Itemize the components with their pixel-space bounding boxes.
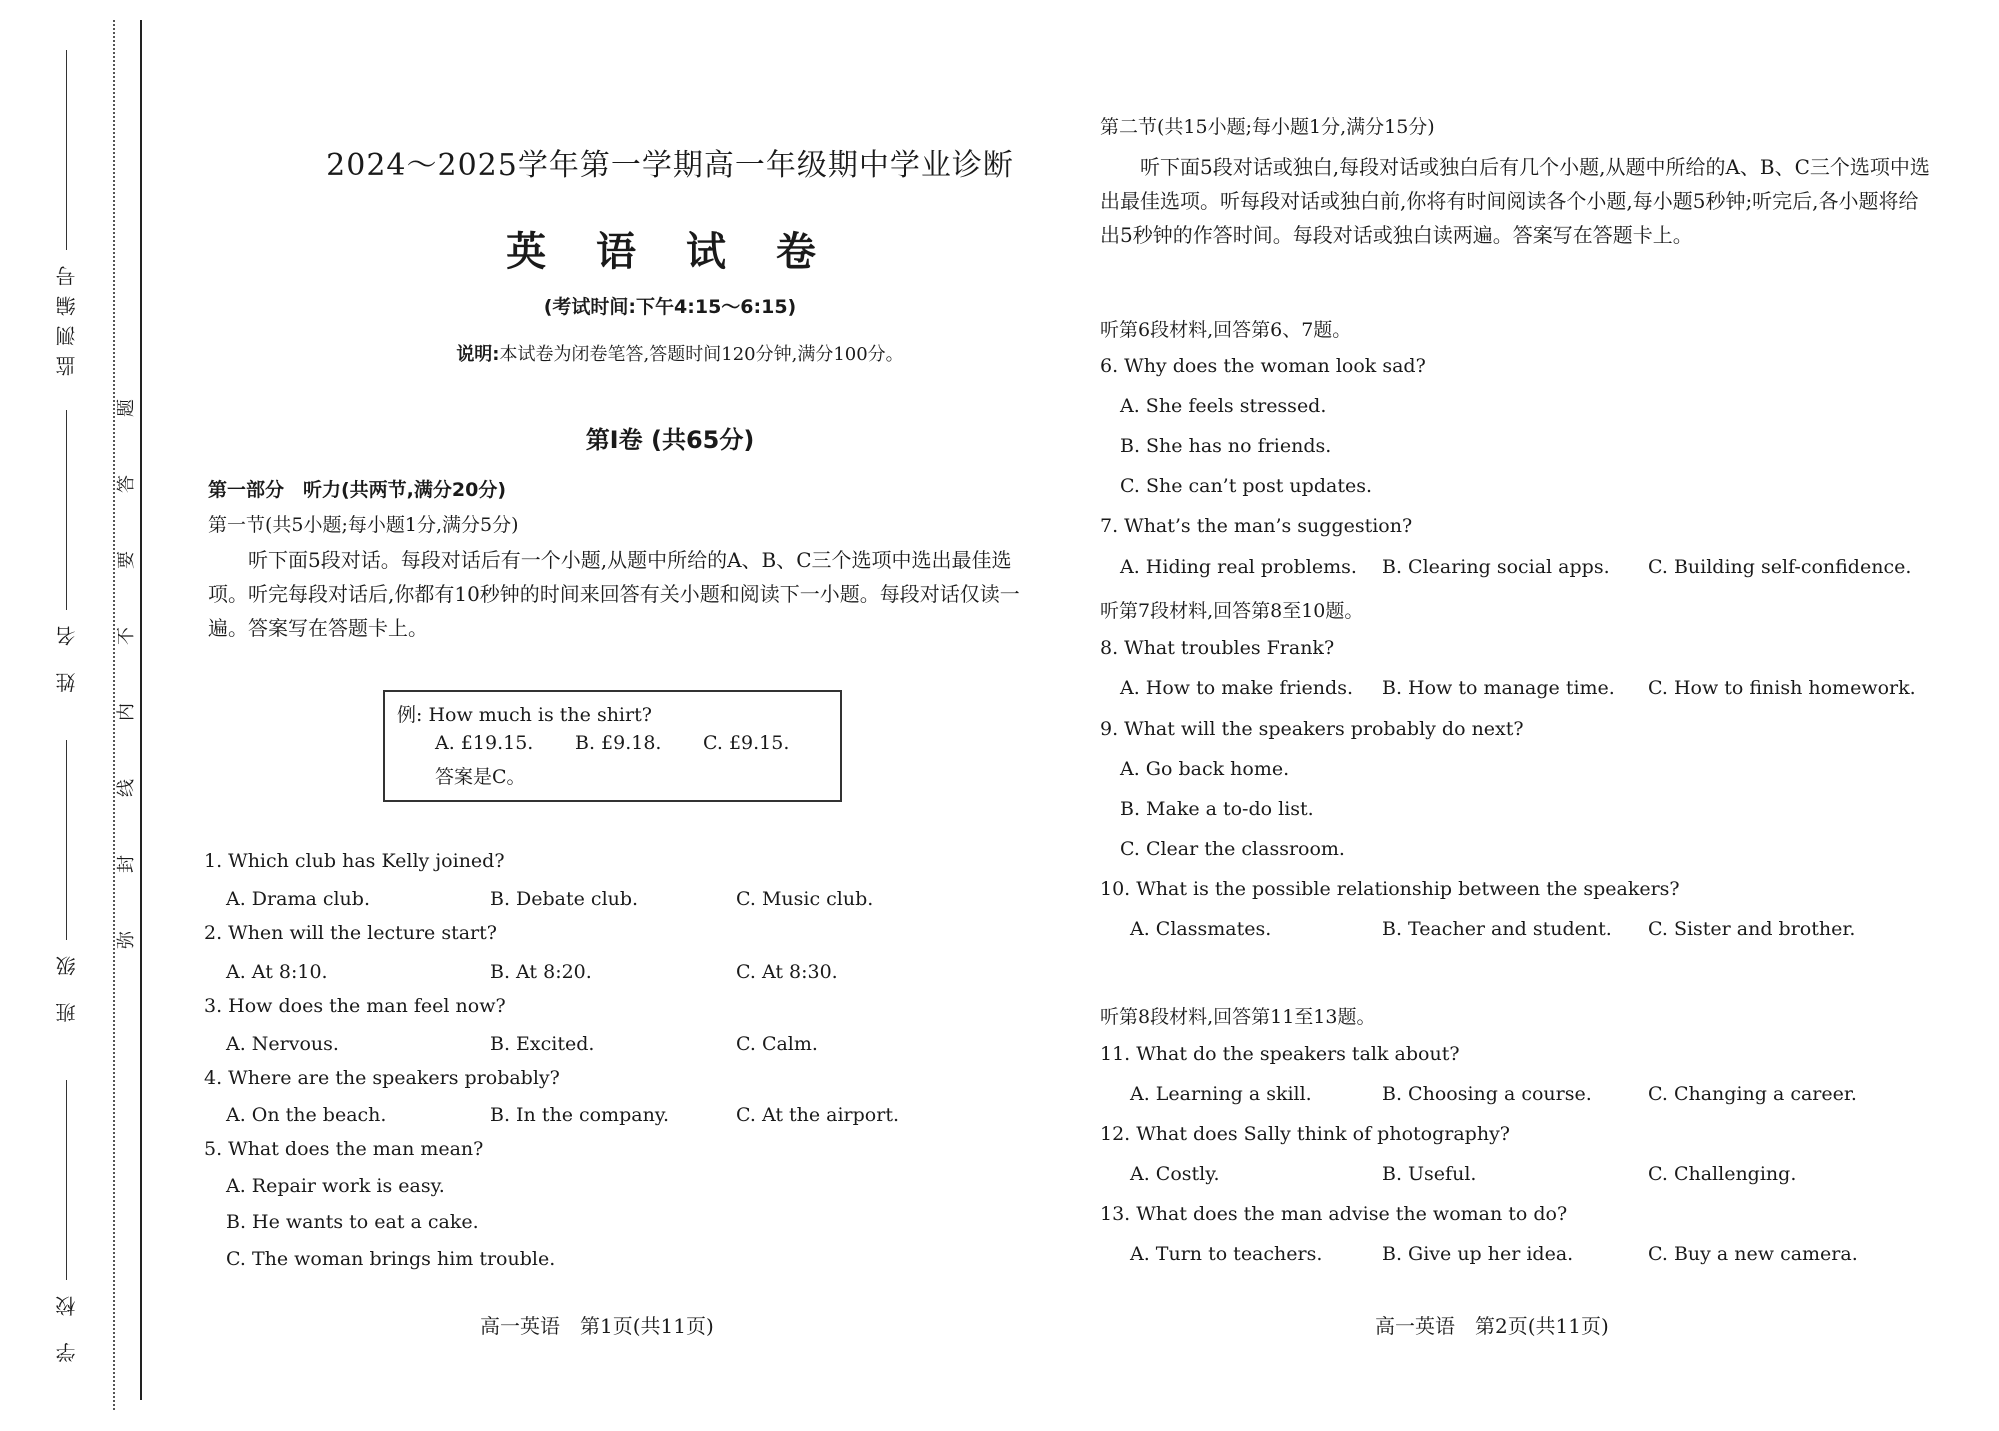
q13-option-c: C. Buy a new camera.	[1648, 1243, 1858, 1265]
example-box	[383, 690, 842, 802]
q1-option-c: C. Music club.	[736, 888, 874, 910]
q5-option-c: C. The woman brings him trouble.	[226, 1248, 556, 1270]
q10-option-a: A. Classmates.	[1130, 918, 1272, 940]
q13-option-a: A. Turn to teachers.	[1130, 1243, 1323, 1265]
question-3: 3. How does the man feel now?	[204, 995, 506, 1017]
exam-note	[360, 340, 1000, 366]
example-option-a: A. £19.15.	[435, 732, 534, 754]
q11-option-b: B. Choosing a course.	[1382, 1083, 1592, 1105]
seal-char: 答	[116, 475, 137, 493]
question-10: 10. What is the possible relationship between the speakers?	[1100, 878, 1680, 900]
q5-option-b: B. He wants to eat a cake.	[226, 1211, 479, 1233]
seal-solid-line	[140, 20, 142, 1400]
binding-margin	[0, 0, 145, 1431]
q1-option-b: B. Debate club.	[490, 888, 639, 910]
q2-option-c: C. At 8:30.	[736, 961, 838, 983]
question-9: 9. What will the speakers probably do next?	[1100, 718, 1524, 740]
field-label: 姓 名	[54, 616, 79, 693]
q3-option-c: C. Calm.	[736, 1033, 818, 1055]
field-monitor-number	[36, 50, 96, 376]
field-label: 监测编号	[54, 256, 79, 376]
material-6-label: 听第6段材料,回答第6、7题。	[1100, 319, 1352, 341]
example-option-b: B. £9.18.	[575, 732, 662, 754]
q3-option-b: B. Excited.	[490, 1033, 595, 1055]
q12-option-b: B. Useful.	[1382, 1163, 1477, 1185]
question-8: 8. What troubles Frank?	[1100, 637, 1335, 659]
seal-char: 要	[116, 551, 137, 569]
section2-heading: 第二节(共15小题;每小题1分,满分15分)	[1100, 116, 1435, 138]
subject-title: 英 语 试 卷	[506, 229, 834, 275]
q5-option-a: A. Repair work is easy.	[226, 1175, 445, 1197]
field-label: 班 级	[54, 946, 79, 1023]
q12-option-c: C. Challenging.	[1648, 1163, 1797, 1185]
seal-char: 题	[116, 399, 137, 417]
q8-option-b: B. How to manage time.	[1382, 677, 1615, 699]
q6-option-b: B. She has no friends.	[1120, 435, 1332, 457]
section2-instructions: 听下面5段对话或独白,每段对话或独白后有几个小题,从题中所给的A、B、C三个选项中选出最佳选项。听每段对话或独白前,你将有时间阅读各个小题,每小题5秒钟;听完后,各小题将给出5秒钟的作答时间。每段对话或独白读两遍。答案写在答题卡上。	[1100, 155, 1930, 247]
q6-option-c: C. She can’t post updates.	[1120, 475, 1372, 497]
seal-char: 线	[116, 779, 137, 797]
q9-option-a: A. Go back home.	[1120, 758, 1290, 780]
blank-rule	[66, 410, 67, 610]
question-4: 4. Where are the speakers probably?	[204, 1067, 560, 1089]
question-7: 7. What’s the man’s suggestion?	[1100, 515, 1413, 537]
question-13: 13. What does the man advise the woman to do?	[1100, 1203, 1568, 1225]
q2-option-a: A. At 8:10.	[226, 961, 328, 983]
q13-option-b: B. Give up her idea.	[1382, 1243, 1574, 1265]
q10-option-c: C. Sister and brother.	[1648, 918, 1856, 940]
question-11: 11. What do the speakers talk about?	[1100, 1043, 1460, 1065]
question-12: 12. What does Sally think of photography?	[1100, 1123, 1510, 1145]
q6-option-a: A. She feels stressed.	[1120, 395, 1327, 417]
blank-rule	[66, 1080, 67, 1280]
volume-title: 第Ⅰ卷 (共65分)	[585, 426, 755, 454]
section1-heading: 第一节(共5小题;每小题1分,满分5分)	[208, 514, 519, 536]
note-label: 说明:	[456, 344, 500, 365]
q9-option-c: C. Clear the classroom.	[1120, 838, 1345, 860]
blank-rule	[66, 740, 67, 940]
page-footer: 高一英语 第1页(共11页)	[480, 1314, 714, 1338]
q7-option-c: C. Building self-confidence.	[1648, 556, 1912, 578]
field-label: 学 校	[54, 1286, 79, 1363]
field-class	[36, 740, 96, 1022]
q7-option-a: A. Hiding real problems.	[1120, 556, 1357, 578]
note-text: 本试卷为闭卷笔答,答题时间120分钟,满分100分。	[499, 344, 904, 365]
field-school	[36, 1080, 96, 1362]
q8-option-a: A. How to make friends.	[1120, 677, 1353, 699]
q1-option-a: A. Drama club.	[226, 888, 370, 910]
seal-char: 弥	[116, 931, 137, 949]
seal-char: 封	[116, 855, 137, 873]
example-question: 例: How much is the shirt?	[397, 704, 652, 726]
page-footer: 高一英语 第2页(共11页)	[1375, 1314, 1609, 1338]
q12-option-a: A. Costly.	[1130, 1163, 1220, 1185]
question-6: 6. Why does the woman look sad?	[1100, 355, 1426, 377]
example-answer: 答案是C。	[435, 766, 526, 788]
q11-option-a: A. Learning a skill.	[1130, 1083, 1312, 1105]
seal-char: 不	[116, 627, 137, 645]
exam-time: (考试时间:下午4:15～6:15)	[543, 296, 797, 318]
q8-option-c: C. How to finish homework.	[1648, 677, 1916, 699]
seal-char: 内	[116, 703, 137, 721]
blank-rule	[66, 50, 67, 250]
example-option-c: C. £9.15.	[703, 732, 790, 754]
q9-option-b: B. Make a to-do list.	[1120, 798, 1314, 820]
q3-option-a: A. Nervous.	[226, 1033, 339, 1055]
q2-option-b: B. At 8:20.	[490, 961, 592, 983]
question-1: 1. Which club has Kelly joined?	[204, 850, 505, 872]
part1-heading: 第一部分 听力(共两节,满分20分)	[208, 479, 507, 501]
material-7-label: 听第7段材料,回答第8至10题。	[1100, 600, 1364, 622]
field-name	[36, 410, 96, 692]
q7-option-b: B. Clearing social apps.	[1382, 556, 1610, 578]
question-5: 5. What does the man mean?	[204, 1138, 484, 1160]
exam-title: 2024～2025学年第一学期高一年级期中学业诊断	[326, 148, 1014, 183]
q4-option-c: C. At the airport.	[736, 1104, 900, 1126]
q4-option-b: B. In the company.	[490, 1104, 670, 1126]
q10-option-b: B. Teacher and student.	[1382, 918, 1612, 940]
section1-instructions: 听下面5段对话。每段对话后有一个小题,从题中所给的A、B、C三个选项中选出最佳选项。听完每段对话后,你都有10秒钟的时间来回答有关小题和阅读下一小题。每段对话仅读一遍。答案写在答题卡上。	[208, 548, 1020, 640]
material-8-label: 听第8段材料,回答第11至13题。	[1100, 1006, 1376, 1028]
q11-option-c: C. Changing a career.	[1648, 1083, 1857, 1105]
question-2: 2. When will the lecture start?	[204, 922, 497, 944]
seal-warning-text	[116, 395, 137, 953]
q4-option-a: A. On the beach.	[226, 1104, 387, 1126]
